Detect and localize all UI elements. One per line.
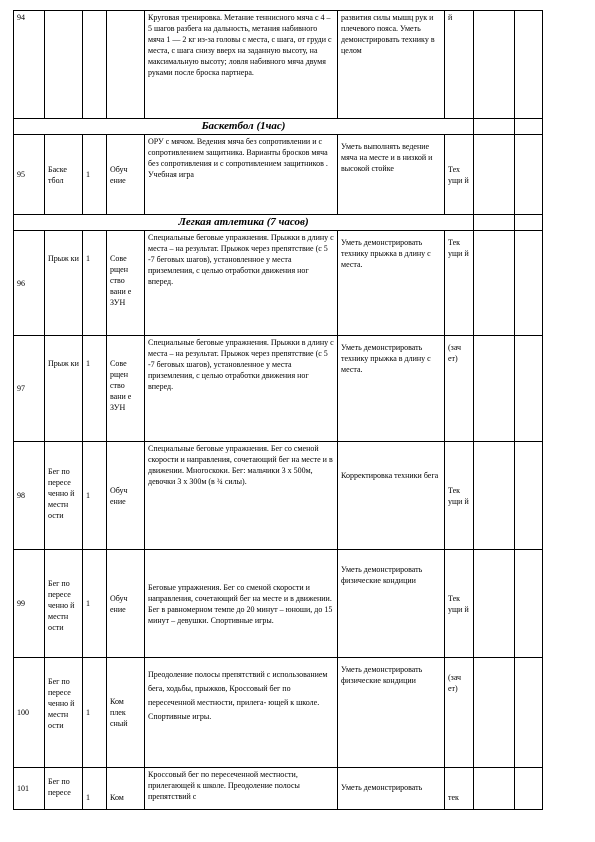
lesson-content: Кроссовый бег по пересеченной местности, прилегающей к школе. Преодоление полосы препятствий с [145, 768, 338, 810]
lesson-type: Сове рщен ство вани е ЗУН [107, 231, 145, 336]
lesson-hours: 1 [83, 442, 107, 550]
empty-cell [474, 442, 515, 550]
lesson-requirements: Уметь демонстрировать физические кондиции [338, 550, 445, 658]
empty-cell [515, 768, 543, 810]
lesson-control: Тек ущи й [445, 231, 474, 336]
empty-cell [515, 658, 543, 768]
lesson-content: Специальные беговые упражнения. Прыжки в длину с места – на результат. Прыжок через препятствие (с 5 -7 беговых шагов), установленное у места приземления, с целью отработки движения ног вперед. [145, 231, 338, 336]
table-row [14, 135, 543, 215]
table-row [14, 11, 543, 119]
table-row [14, 768, 543, 810]
empty-cell [515, 11, 543, 119]
lesson-content: Специальные беговые упражнения. Прыжки в длину с места – на результат. Прыжок через препятствие (с 5 -7 беговых шагов), установленное у места приземления, с целью отработки движения ног вперед. [145, 336, 338, 442]
lesson-topic: Баске тбол [45, 135, 83, 215]
lesson-hours [83, 11, 107, 119]
lesson-requirements: Корректировка техники бега [338, 442, 445, 550]
table-row [14, 336, 543, 442]
lesson-requirements: Уметь демонстрировать [338, 768, 445, 810]
lesson-content: Специальные беговые упражнения. Бег со сменой скорости и направления, сочетающий бег на месте и в движении. Многоскоки. Бег: мальчики 3 х 500м, девочки 3 х 300м (в ¾ силы). [145, 442, 338, 550]
empty-cell [474, 768, 515, 810]
empty-cell [474, 550, 515, 658]
lesson-requirements: Уметь выполнять ведение мяча на месте и в низкой и высокой стойке [338, 135, 445, 215]
lesson-hours: 1 [83, 768, 107, 810]
lesson-number: 97 [14, 336, 45, 442]
lesson-content: Преодоление полосы препятствий с использованием бега, ходьбы, прыжков, Кроссовый бег по пересеченной местности, прилега- ющей к школе. Спортивные игры. [145, 658, 338, 768]
lesson-topic: Бег по пересе [45, 768, 83, 810]
lesson-hours: 1 [83, 336, 107, 442]
lesson-control: (зач ет) [445, 658, 474, 768]
lesson-topic: Прыж ки [45, 231, 83, 336]
lesson-number: 98 [14, 442, 45, 550]
empty-cell [474, 336, 515, 442]
lesson-type: Ком [107, 768, 145, 810]
empty-cell [515, 135, 543, 215]
lesson-number: 96 [14, 231, 45, 336]
lesson-type [107, 11, 145, 119]
empty-cell [474, 119, 515, 135]
table-row [14, 550, 543, 658]
empty-cell [515, 215, 543, 231]
lesson-control: Тек ущи й [445, 442, 474, 550]
lesson-content: Круговая тренировка. Метание теннисного мяча с 4 – 5 шагов разбега на дальность, метания набивного мяча 1 — 2 кг из-за головы с места, с шага, от груди с места, с шага снизу вверх на заданную высоту, на максимальную высоту; ловля набивного мяча двумя руками после броска партнера. [145, 11, 338, 119]
lesson-requirements: Уметь демонстрировать технику прыжка в длину с места. [338, 231, 445, 336]
empty-cell [474, 11, 515, 119]
lesson-control: й [445, 11, 474, 119]
empty-cell [474, 231, 515, 336]
lesson-control: Тек ущи й [445, 550, 474, 658]
table-row [14, 231, 543, 336]
lesson-content: ОРУ с мячом. Ведения мяча без сопротивлении и с сопротивлением защитника. Варианты бросков мяча без сопротивления и с сопротивлением защитников . Учебная игра [145, 135, 338, 215]
empty-cell [515, 231, 543, 336]
lesson-topic: Бег по пересе ченно й местн ости [45, 442, 83, 550]
section-row [14, 119, 543, 135]
lesson-control: (зач ет) [445, 336, 474, 442]
table-row [14, 442, 543, 550]
lesson-plan-table [13, 10, 543, 810]
empty-cell [515, 336, 543, 442]
lesson-requirements: Уметь демонстрировать технику прыжка в длину с места. [338, 336, 445, 442]
lesson-number: 94 [14, 11, 45, 119]
empty-cell [474, 135, 515, 215]
lesson-type: Обуч ение [107, 135, 145, 215]
lesson-type: Ком плек сный [107, 658, 145, 768]
lesson-control: Тех ущи й [445, 135, 474, 215]
lesson-topic: Бег по пересе ченно й местн ости [45, 658, 83, 768]
lesson-topic: Бег по пересе ченно й местн ости [45, 550, 83, 658]
lesson-topic: Прыж ки [45, 336, 83, 442]
empty-cell [515, 550, 543, 658]
lesson-number: 100 [14, 658, 45, 768]
lesson-requirements: развития силы мышц рук и плечевого пояса. Уметь демонстрировать технику в целом [338, 11, 445, 119]
lesson-hours: 1 [83, 658, 107, 768]
lesson-number: 99 [14, 550, 45, 658]
lesson-hours: 1 [83, 135, 107, 215]
lesson-hours: 1 [83, 550, 107, 658]
empty-cell [515, 442, 543, 550]
lesson-number: 95 [14, 135, 45, 215]
section-title: Баскетбол (1час) [14, 119, 474, 135]
empty-cell [515, 119, 543, 135]
lesson-content: Беговые упражнения. Бег со сменой скорости и направления, сочетающий бег на месте и в движении. Бег в равномерном темпе до 20 минут – юноши, до 15 минут – девушки. Спортивные игры. [145, 550, 338, 658]
lesson-number: 101 [14, 768, 45, 810]
lesson-type: Сове рщен ство вани е ЗУН [107, 336, 145, 442]
lesson-hours: 1 [83, 231, 107, 336]
lesson-type: Обуч ение [107, 442, 145, 550]
section-title: Легкая атлетика (7 часов) [14, 215, 474, 231]
empty-cell [474, 215, 515, 231]
lesson-control: тек [445, 768, 474, 810]
table-row [14, 658, 543, 768]
empty-cell [474, 658, 515, 768]
lesson-type: Обуч ение [107, 550, 145, 658]
lesson-requirements: Уметь демонстрировать физические кондиции [338, 658, 445, 768]
lesson-topic [45, 11, 83, 119]
section-row [14, 215, 543, 231]
